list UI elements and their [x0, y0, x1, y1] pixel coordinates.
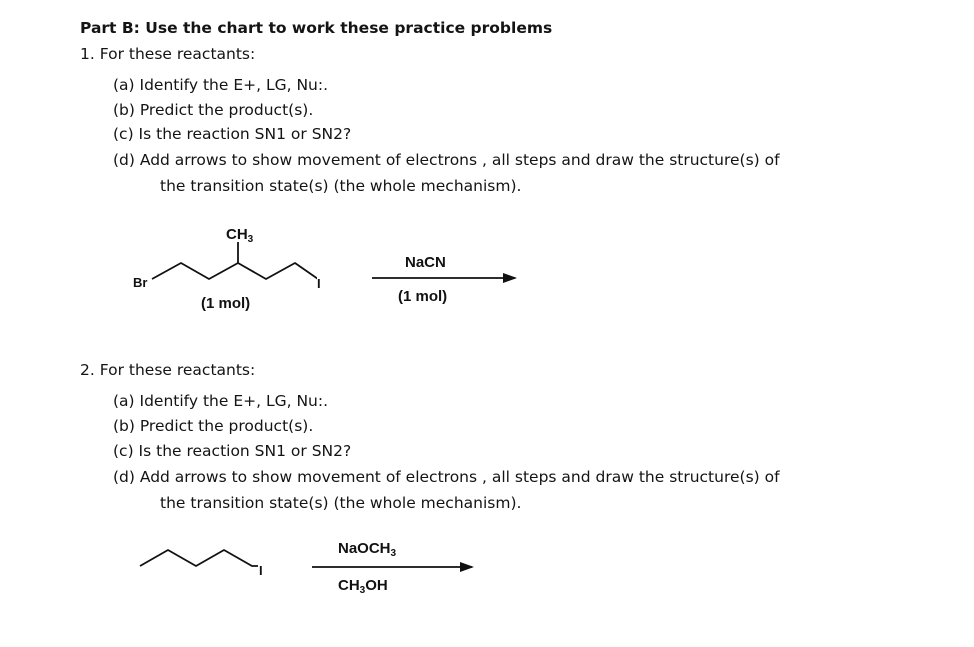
problem-2-reagent-below: $CH_3OH$ [338, 577, 388, 596]
problem-2-intro-text: For these reactants: [99, 361, 256, 379]
problem-2-question-c: (c) Is the reaction SN1 or SN2? [113, 442, 352, 460]
problem-1-number: 1. [80, 45, 95, 63]
problem-1-methyl-label: $CH_3$ [226, 226, 254, 245]
problem-2-reagent-above: NaOCH$_3$ [338, 540, 397, 559]
problem-1-reactant-skeleton [152, 263, 318, 279]
problem-2-question-a: (a) Identify the E+, LG, Nu:. [113, 392, 329, 410]
problem-2-iodine-atom: I [259, 563, 263, 578]
problem-1-iodine-atom: I [317, 276, 321, 291]
problem-1-question-d-line2: the transition state(s) (the whole mechanism). [160, 177, 522, 195]
problem-1-reactant-amount: (1 mol) [201, 295, 251, 312]
problem-1-question-b: (b) Predict the product(s). [113, 101, 314, 119]
problem-2-question-b: (b) Predict the product(s). [113, 417, 314, 435]
problem-1-reagent-above: NaCN [405, 254, 446, 271]
problem-1-question-d-line1: (d) Add arrows to show movement of electrons , all steps and draw the structure(s) of [113, 151, 780, 169]
problem-1-bromine-atom: Br [133, 275, 148, 290]
problem-2-question-d-line1: (d) Add arrows to show movement of electrons , all steps and draw the structure(s) of [113, 468, 780, 486]
problem-2-question-d-line2: the transition state(s) (the whole mechanism). [160, 494, 522, 512]
problem-1-question-a: (a) Identify the E+, LG, Nu:. [113, 76, 329, 94]
page-heading: Part B: Use the chart to work these practice problems [80, 19, 553, 37]
problem-1-question-c: (c) Is the reaction SN1 or SN2? [113, 125, 352, 143]
problem-1-reagent-below: (1 mol) [398, 288, 448, 305]
problem-1-intro-text: For these reactants: [99, 45, 256, 63]
problem-2-number: 2. [80, 361, 95, 379]
problem-2-reactant-skeleton [140, 550, 258, 566]
problem-2-intro [80, 360, 255, 380]
